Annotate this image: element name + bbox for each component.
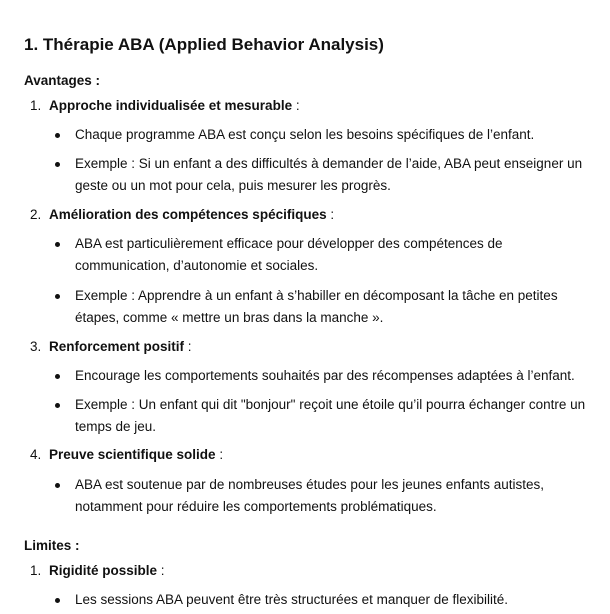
bullet-dot-icon [55,483,60,488]
item-title: Rigidité possible [49,563,158,578]
item-title: Renforcement positif [49,339,185,354]
bullet-dot-icon [55,374,60,379]
item-number: 4. [30,447,42,462]
bullet-text: ABA est soutenue par de nombreuses études pour les jeunes enfants autistes, notamment pour réduire les comportements problématiques. [75,477,545,514]
item-number: 1. [30,563,42,578]
bullet-dot-icon [55,242,60,247]
bullet-item [75,285,595,329]
bullet-item [75,589,595,611]
item-suffix: : [215,447,224,462]
bullet-text: Exemple : Un enfant qui dit "bonjour" reçoit une étoile qu’il pourra échanger contre un temps de jeu. [75,397,586,434]
bullet-item [75,153,595,197]
advantage-item-1 [30,97,300,115]
bullet-dot-icon [55,133,60,138]
bullet-text: Encourage les comportements souhaités par des récompenses adaptées à l’enfant. [75,368,575,383]
bullet-item [75,124,595,146]
item-title: Preuve scientifique solide [49,447,216,462]
bullet-text: Les sessions ABA peuvent être très structurées et manquer de flexibilité. [75,592,508,607]
item-title: Approche individualisée et mesurable [49,98,293,113]
advantages-label: Avantages : [24,73,101,88]
bullet-text: Exemple : Apprendre à un enfant à s’habiller en décomposant la tâche en petites étapes, comme « mettre un bras dans la manche ». [75,288,558,325]
limit-item-1 [30,562,165,580]
bullet-item [75,474,595,518]
bullet-item [75,233,595,277]
item-number: 2. [30,207,42,222]
item-suffix: : [326,207,335,222]
advantage-item-3 [30,338,192,356]
item-title: Amélioration des compétences spécifiques [49,207,327,222]
item-suffix: : [184,339,192,354]
bullet-item [75,365,595,387]
bullet-text: Chaque programme ABA est conçu selon les besoins spécifiques de l’enfant. [75,127,535,142]
item-suffix: : [157,563,165,578]
bullet-dot-icon [55,403,60,408]
advantage-item-4 [30,446,223,464]
advantage-item-2 [30,206,334,224]
item-suffix: : [292,98,300,113]
item-number: 1. [30,98,42,113]
section-heading: 1. Thérapie ABA (Applied Behavior Analysis) [24,35,384,54]
bullet-dot-icon [55,294,60,299]
bullet-item [75,394,595,438]
item-number: 3. [30,339,42,354]
bullet-text: Exemple : Si un enfant a des difficultés à demander de l’aide, ABA peut enseigner un geste ou un mot pour cela, puis mesurer les progrès. [75,156,583,193]
limits-label: Limites : [24,538,80,553]
bullet-dot-icon [55,598,60,603]
bullet-text: ABA est particulièrement efficace pour développer des compétences de communication, d’autonomie et sociales. [75,236,503,273]
bullet-dot-icon [55,162,60,167]
